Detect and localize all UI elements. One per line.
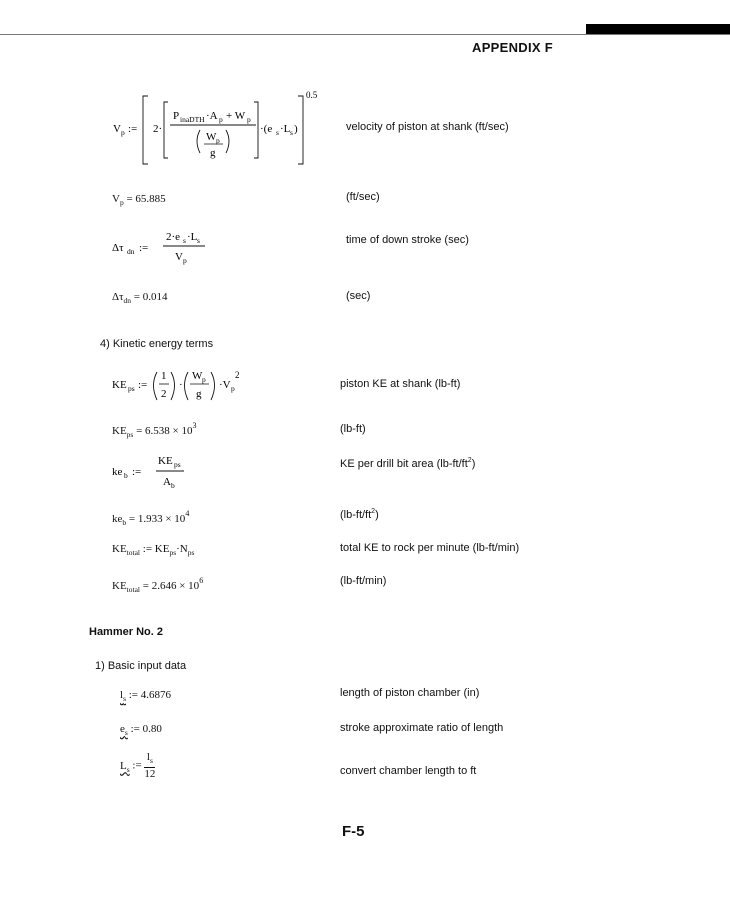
dtau-result: $\Delta\tau_{dn} = 0.014$ <box>112 291 168 305</box>
Ls-desc: convert chamber length to ft <box>340 765 477 777</box>
svg-text:): ) <box>294 123 298 135</box>
ke-b-definition-formula <box>110 452 220 498</box>
svg-text:2·: 2· <box>153 123 163 135</box>
svg-text:p: p <box>231 384 235 393</box>
svg-text:inaDTH: inaDTH <box>180 115 205 124</box>
svg-text:0.5: 0.5 <box>306 90 318 100</box>
svg-text:·(e: ·(e <box>260 123 273 135</box>
svg-text:2: 2 <box>161 388 167 400</box>
svg-text:b: b <box>171 481 175 490</box>
svg-text:s: s <box>290 128 293 137</box>
svg-text:p: p <box>121 128 125 137</box>
ke-ps-definition-desc: piston KE at shank (lb-ft) <box>340 378 461 390</box>
ke-total-result: $KE_{total} = 2.646 \times 10^6$ <box>112 576 204 594</box>
svg-text:+ W: + W <box>226 110 246 122</box>
svg-text::=: := <box>139 242 149 254</box>
svg-text:dn: dn <box>127 247 135 256</box>
vp-definition-formula <box>110 86 330 176</box>
dtau-definition-formula <box>110 226 230 272</box>
svg-text:V: V <box>175 251 183 263</box>
svg-text:s: s <box>276 128 279 137</box>
ke-total-definition-desc: total KE to rock per minute (lb-ft/min) <box>340 542 520 554</box>
svg-text:2·e: 2·e <box>166 231 181 243</box>
svg-text:Δτ: Δτ <box>112 242 124 254</box>
svg-text:KE: KE <box>158 455 173 467</box>
svg-text:W: W <box>206 131 217 143</box>
svg-text:·L: ·L <box>187 231 198 243</box>
ke-ps-result: $KE_{ps} = 6.538 \times 10^3$ <box>112 421 197 439</box>
svg-text:·V: ·V <box>219 379 231 391</box>
svg-text:ke: ke <box>112 466 123 478</box>
appendix-title: APPENDIX F <box>472 40 554 55</box>
ke-b-result: $ke_b = 1.933 \times 10^4$ <box>112 509 190 527</box>
svg-text:ps: ps <box>128 384 135 393</box>
header-rule <box>0 34 730 35</box>
svg-text:ps: ps <box>174 460 181 469</box>
svg-text:g: g <box>210 147 216 159</box>
svg-text::=: := <box>128 123 138 135</box>
svg-text:W: W <box>192 370 203 382</box>
svg-text:·: · <box>179 379 183 391</box>
svg-text:s: s <box>197 236 200 245</box>
svg-text::=: := <box>132 466 142 478</box>
Ls-input: $L_s$ := $\frac{l_s}{12}$ <box>120 751 156 780</box>
ls-input: $l_s$ := 4.6876 <box>120 689 171 703</box>
dtau-result-unit: (sec) <box>346 290 371 302</box>
svg-text:V: V <box>113 123 121 135</box>
hammer-2-subtitle: 1) Basic input data <box>95 660 187 672</box>
svg-text:1: 1 <box>161 370 167 382</box>
page-number: F-5 <box>342 823 365 840</box>
ke-b-result-unit: $(lb-ft/ft^2)$ <box>340 508 379 521</box>
svg-text:p: p <box>219 115 223 124</box>
section-4-title: 4) Kinetic energy terms <box>100 338 214 350</box>
svg-text:g: g <box>196 388 202 400</box>
svg-text:b: b <box>124 471 128 480</box>
svg-text::=: := <box>138 379 148 391</box>
vp-result-unit: (ft/sec) <box>346 191 380 203</box>
svg-text:KE: KE <box>112 379 127 391</box>
svg-text:2: 2 <box>235 370 240 380</box>
ke-ps-result-unit: (lb-ft) <box>340 423 366 435</box>
dtau-definition-desc: time of down stroke (sec) <box>346 234 469 246</box>
hammer-2-title: Hammer No. 2 <box>89 626 163 638</box>
svg-text:·A: ·A <box>206 110 218 122</box>
ke-ps-definition-formula <box>110 364 260 410</box>
svg-text:·L: ·L <box>280 123 291 135</box>
svg-text:A: A <box>163 476 171 488</box>
es-desc: stroke approximate ratio of length <box>340 722 504 734</box>
svg-text:p: p <box>183 256 187 265</box>
svg-text:P: P <box>173 110 180 122</box>
svg-text:s: s <box>183 236 186 245</box>
ke-b-definition-desc: KE per drill bit area $(lb-ft/ft^2)$ <box>340 457 476 470</box>
svg-text:p: p <box>247 115 251 124</box>
es-input: $e_s$ := 0.80 <box>120 723 162 737</box>
ls-desc: length of piston chamber (in) <box>340 687 480 699</box>
ke-total-definition: $KE_{total}$ := $KE_{ps}\cdot N_{ps}$ <box>112 543 195 557</box>
ke-total-result-unit: (lb-ft/min) <box>340 575 387 587</box>
svg-text:p: p <box>202 375 206 384</box>
svg-text:p: p <box>216 136 220 145</box>
vp-result: $V_p = 65.885$ <box>112 193 166 207</box>
vp-definition-desc: velocity of piston at shank (ft/sec) <box>346 121 509 133</box>
